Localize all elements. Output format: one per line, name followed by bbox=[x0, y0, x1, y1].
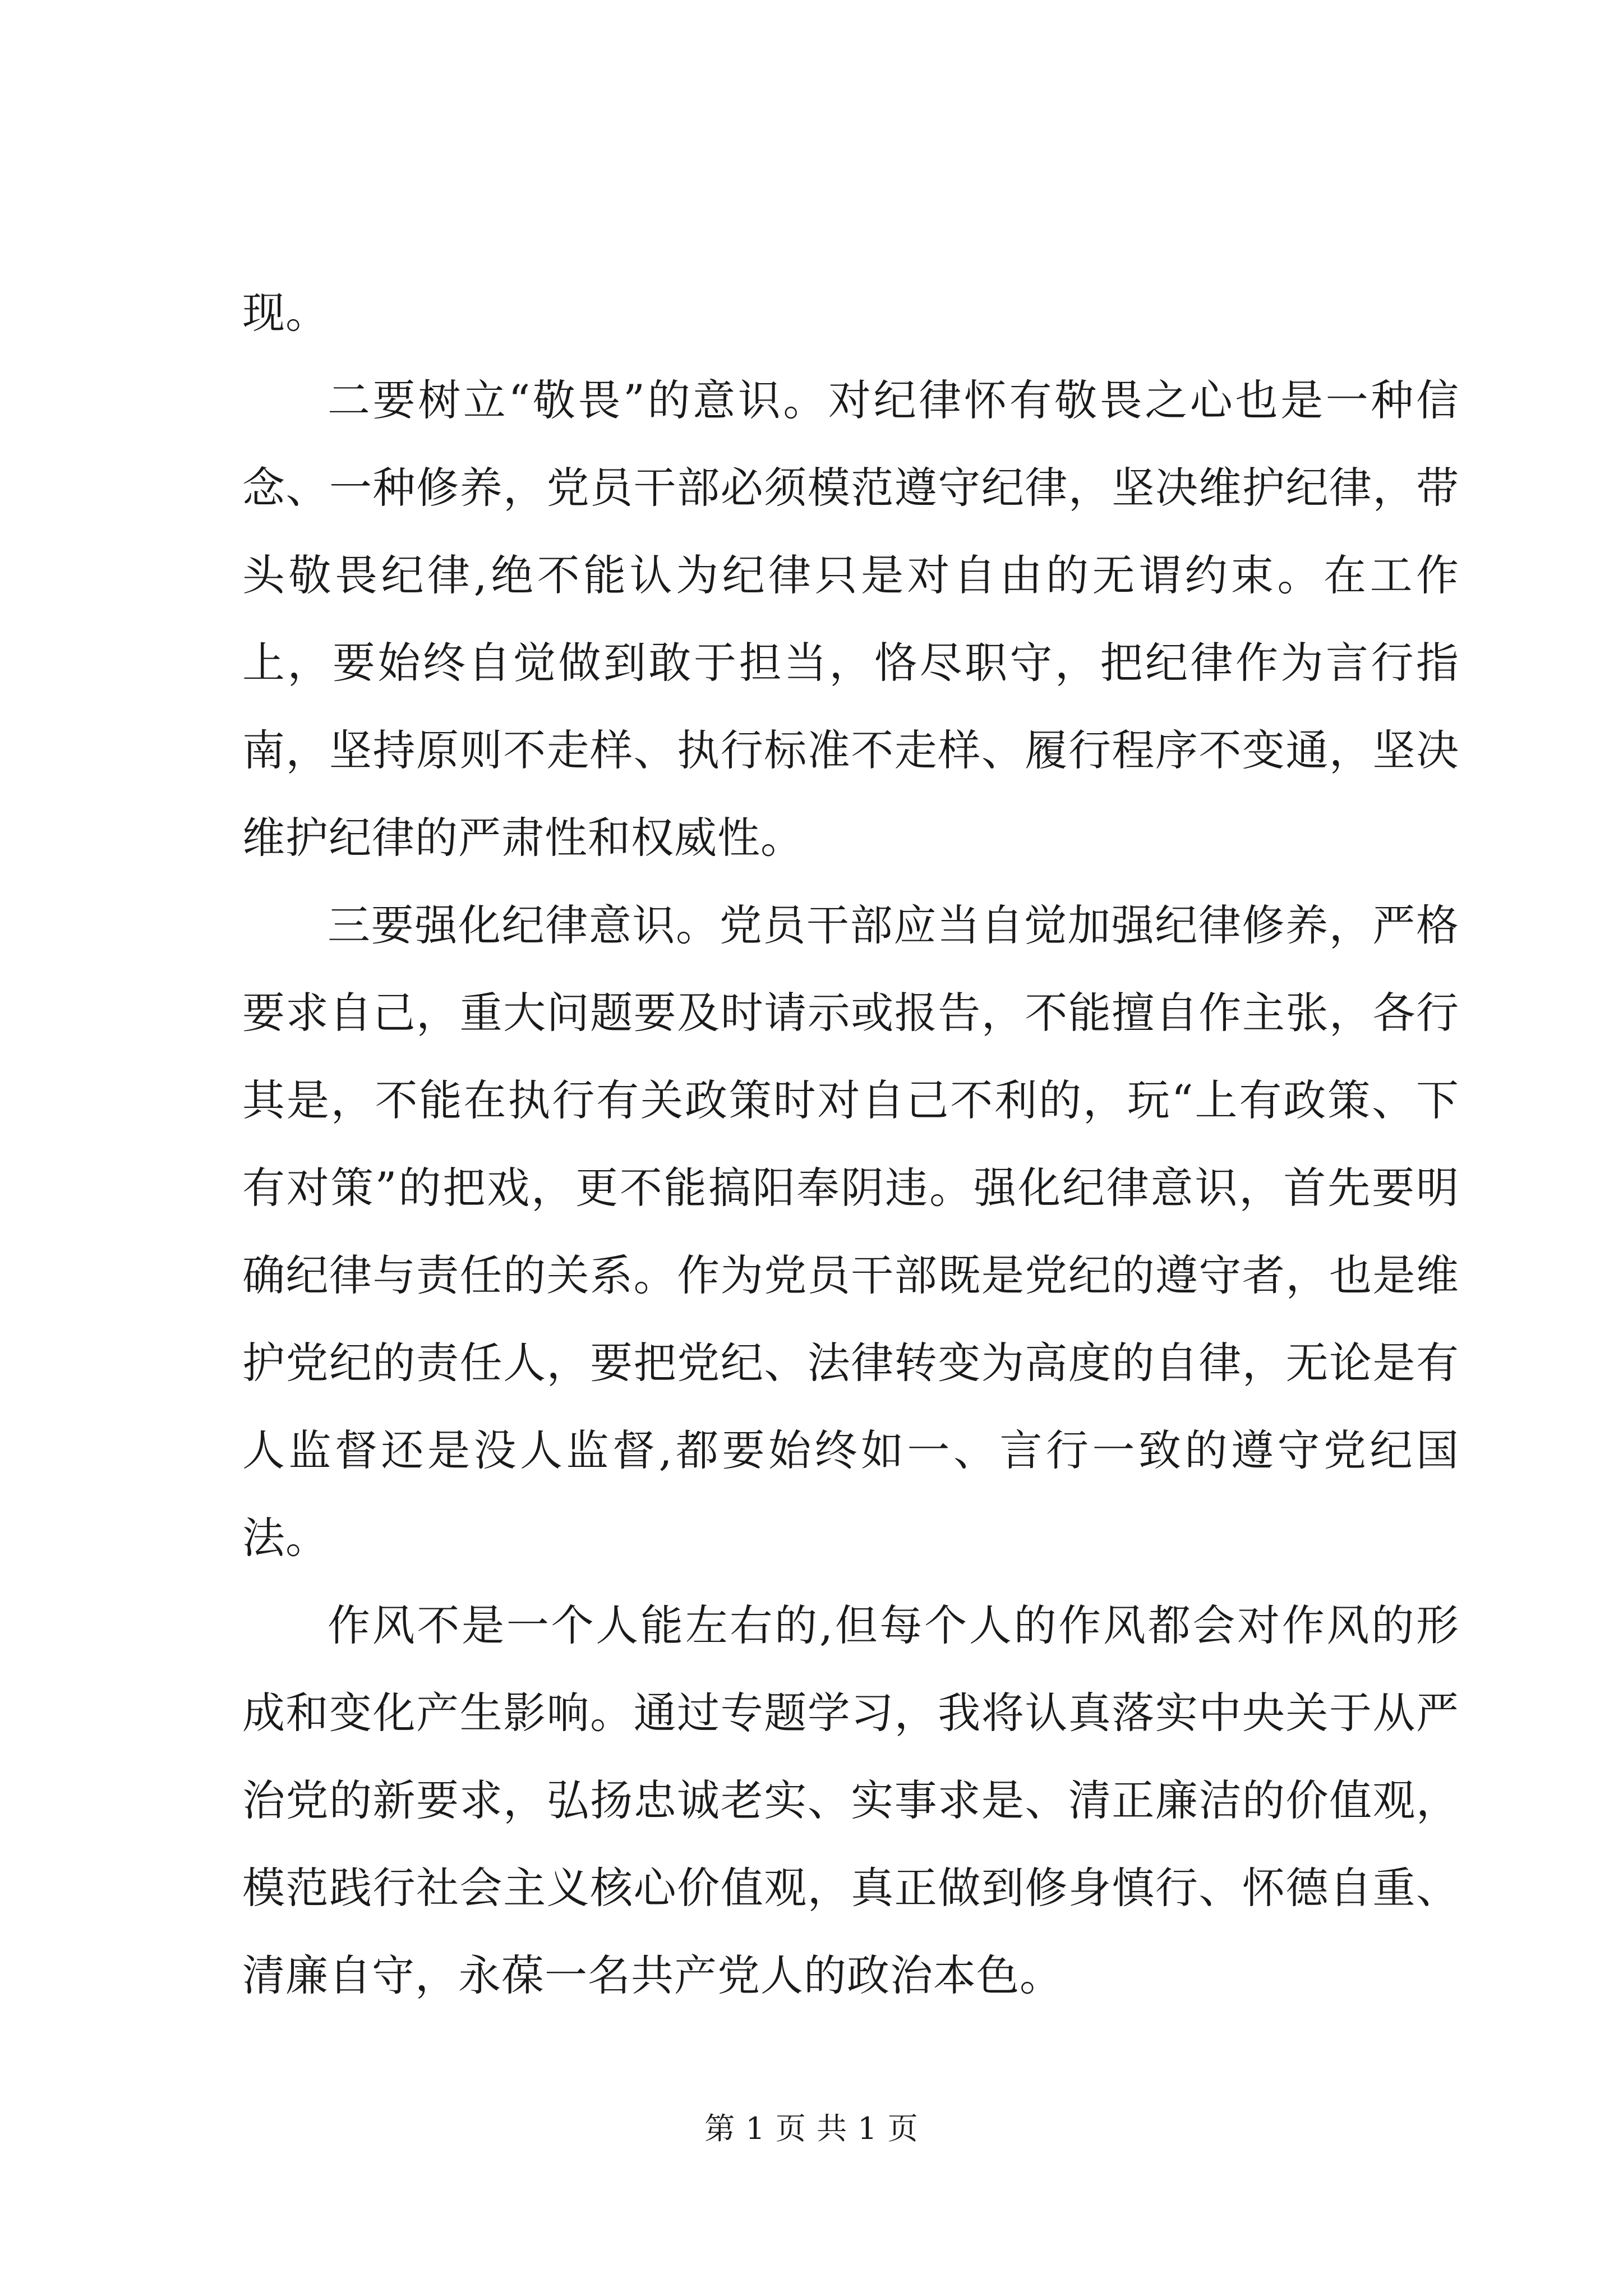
paragraph-strengthen-discipline: 三要强化纪律意识。党员干部应当自觉加强纪律修养，严格要求自己，重大问题要及时请示或报告，不能擅自作主张，各行其是，不能在执行有关政策时对自己不利的，玩“上有政策、下有对策”的把戏，更不能搞阳奉阴违。强化纪律意识，首先要明确纪律与责任的关系。作为党员干部既是党纪的遵守者，也是维护党纪的责任人，要把党纪、法律转变为高度的自律，无论是有人监督还是没人监督,都要始终如一、言行一致的遵守党纪国法。 bbox=[242, 900, 1459, 1563]
document-body bbox=[242, 269, 1459, 2019]
paragraph-awe-discipline: 二要树立“敬畏”的意识。对纪律怀有敬畏之心也是一种信念、一种修养，党员干部必须模范遵守纪律，坚决维护纪律，带头敬畏纪律,绝不能认为纪律只是对自由的无谓约束。在工作上，要始终自觉做到敢于担当，恪尽职守，把纪律作为言行指南，坚持原则不走样、执行标准不走样、履行程序不变通，坚决维护纪律的严肃性和权威性。 bbox=[242, 375, 1459, 863]
paragraph-work-style: 作风不是一个人能左右的,但每个人的作风都会对作风的形成和变化产生影响。通过专题学习，我将认真落实中央关于从严治党的新要求，弘扬忠诚老实、实事求是、清正廉洁的价值观，模范践行社会主义核心价值观，真正做到修身慎行、怀德自重、清廉自守，永葆一名共产党人的政治本色。 bbox=[242, 1600, 1459, 2000]
paragraph-continuation: 现。 bbox=[242, 288, 329, 338]
page-number-footer: 第 1 页 共 1 页 bbox=[704, 2111, 919, 2146]
